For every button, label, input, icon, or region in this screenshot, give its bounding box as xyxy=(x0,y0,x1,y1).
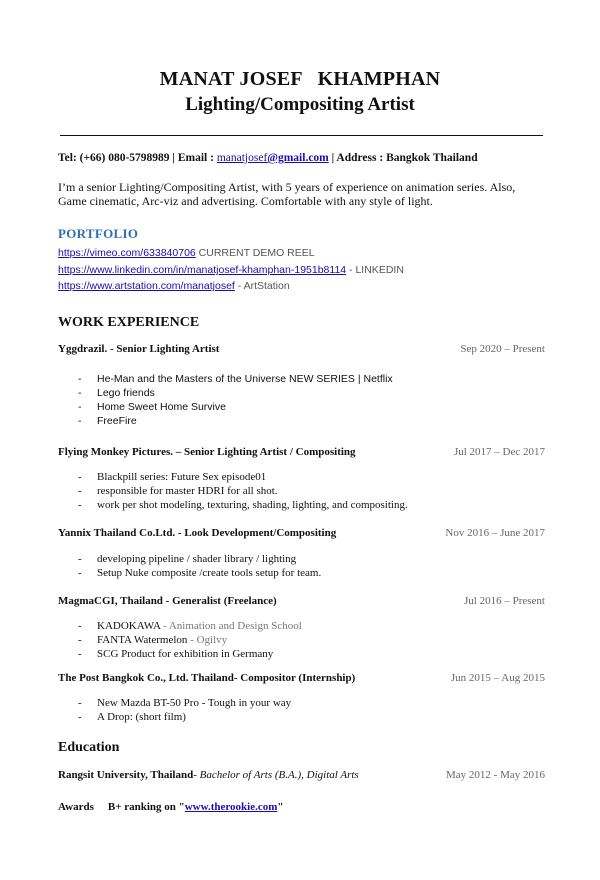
education-date: May 2012 - May 2016 xyxy=(446,769,545,781)
therookie-link[interactable]: www.therookie.com xyxy=(184,801,278,813)
job-title: MagmaCGI, Thailand - Generalist (Freelance) xyxy=(58,595,277,607)
list-item: - He-Man and the Masters of the Universe NEW SERIES | Netflix xyxy=(78,373,393,385)
job-bullets xyxy=(78,372,393,428)
candidate-title: Lighting/Compositing Artist xyxy=(185,94,415,115)
job-title: Yggdrazil. - Senior Lighting Artist xyxy=(58,343,220,355)
job-bullets xyxy=(78,696,291,724)
portfolio-link-linkedin: https://www.linkedin.com/in/manatjosef-khamphan-1951b8114 - LINKEDIN xyxy=(58,264,404,276)
job-bullets xyxy=(78,470,408,512)
job-title: Flying Monkey Pictures. – Senior Lighting Artist / Compositing xyxy=(58,446,356,458)
job-entry xyxy=(58,595,545,607)
list-item: - FANTA Watermelon - Ogilvy xyxy=(78,634,228,646)
education-entry xyxy=(58,769,545,781)
job-entry xyxy=(58,527,545,539)
list-item: - Setup Nuke composite /create tools setup for team. xyxy=(78,567,322,579)
job-date: Sep 2020 – Present xyxy=(460,343,545,355)
address-label: Address : xyxy=(336,152,384,164)
portfolio-link-vimeo: https://vimeo.com/633840706 CURRENT DEMO REEL xyxy=(58,247,315,259)
job-date: Jun 2015 – Aug 2015 xyxy=(450,672,545,684)
candidate-name: MANAT JOSEF KHAMPHAN xyxy=(159,68,441,90)
school-name: Rangsit University, Thailand xyxy=(58,769,194,781)
job-entry xyxy=(58,343,545,355)
list-item: - Lego friends xyxy=(78,387,155,399)
list-item: - Blackpill series: Future Sex episode01 xyxy=(78,471,267,483)
job-entry xyxy=(58,672,545,684)
address-value: Bangkok Thailand xyxy=(386,152,478,164)
list-item: - FreeFire xyxy=(78,415,137,427)
awards-line: Awards B+ ranking on "www.therookie.com" xyxy=(58,801,284,813)
list-item: - New Mazda BT-50 Pro - Tough in your way xyxy=(78,697,292,709)
job-title: The Post Bangkok Co., Ltd. Thailand- Compositor (Internship) xyxy=(58,672,356,684)
tel-label: Tel: xyxy=(58,152,77,164)
list-item: - KADOKAWA - Animation and Design School xyxy=(78,620,302,632)
job-bullets xyxy=(78,552,321,580)
list-item: - A Drop: (short film) xyxy=(78,711,186,723)
tel-value: (+66) 080-5798989 xyxy=(79,152,170,164)
job-date: Nov 2016 – June 2017 xyxy=(445,527,545,539)
contact-line: Tel: (+66) 080-5798989 | Email : manatjosef@gmail.com | Address : Bangkok Thailand xyxy=(58,152,478,164)
portfolio-link-artstation: https://www.artstation.com/manatjosef - ArtStation xyxy=(58,280,290,292)
work-experience-heading: WORK EXPERIENCE xyxy=(58,315,200,330)
header-divider xyxy=(60,135,543,136)
email-link[interactable]: manatjosef@gmail.com xyxy=(216,152,329,164)
list-item: - Home Sweet Home Survive xyxy=(78,401,226,413)
list-item: - developing pipeline / shader library / lighting xyxy=(78,553,297,565)
list-item: - responsible for master HDRI for all shot. xyxy=(78,485,278,497)
intro-paragraph: I’m a senior Lighting/Compositing Artist, with 5 years of experience on animation series. Also, Game cinematic, Arc-viz and advertising. Comfortable with any style of light. xyxy=(58,180,516,208)
portfolio-heading: PORTFOLIO xyxy=(58,226,139,241)
job-date: Jul 2017 – Dec 2017 xyxy=(453,446,545,458)
degree: - Bachelor of Arts (B.A.), Digital Arts xyxy=(193,769,359,781)
linkedin-link[interactable]: https://www.linkedin.com/in/manatjosef-khamphan-1951b8114 xyxy=(58,264,347,276)
job-title: Yannix Thailand Co.Ltd. - Look Development/Compositing xyxy=(58,527,337,539)
email-label: Email : xyxy=(177,152,214,164)
artstation-link[interactable]: https://www.artstation.com/manatjosef xyxy=(58,280,235,292)
awards-label: Awards xyxy=(58,801,94,813)
list-item: - work per shot modeling, texturing, shading, lighting, and compositing. xyxy=(78,499,408,511)
job-date: Jul 2016 – Present xyxy=(464,595,545,607)
education-heading: Education xyxy=(58,740,120,755)
vimeo-link[interactable]: https://vimeo.com/633840706 xyxy=(58,247,196,259)
list-item: - SCG Product for exhibition in Germany xyxy=(78,648,274,660)
job-bullets xyxy=(78,619,302,661)
job-entry xyxy=(58,446,545,458)
